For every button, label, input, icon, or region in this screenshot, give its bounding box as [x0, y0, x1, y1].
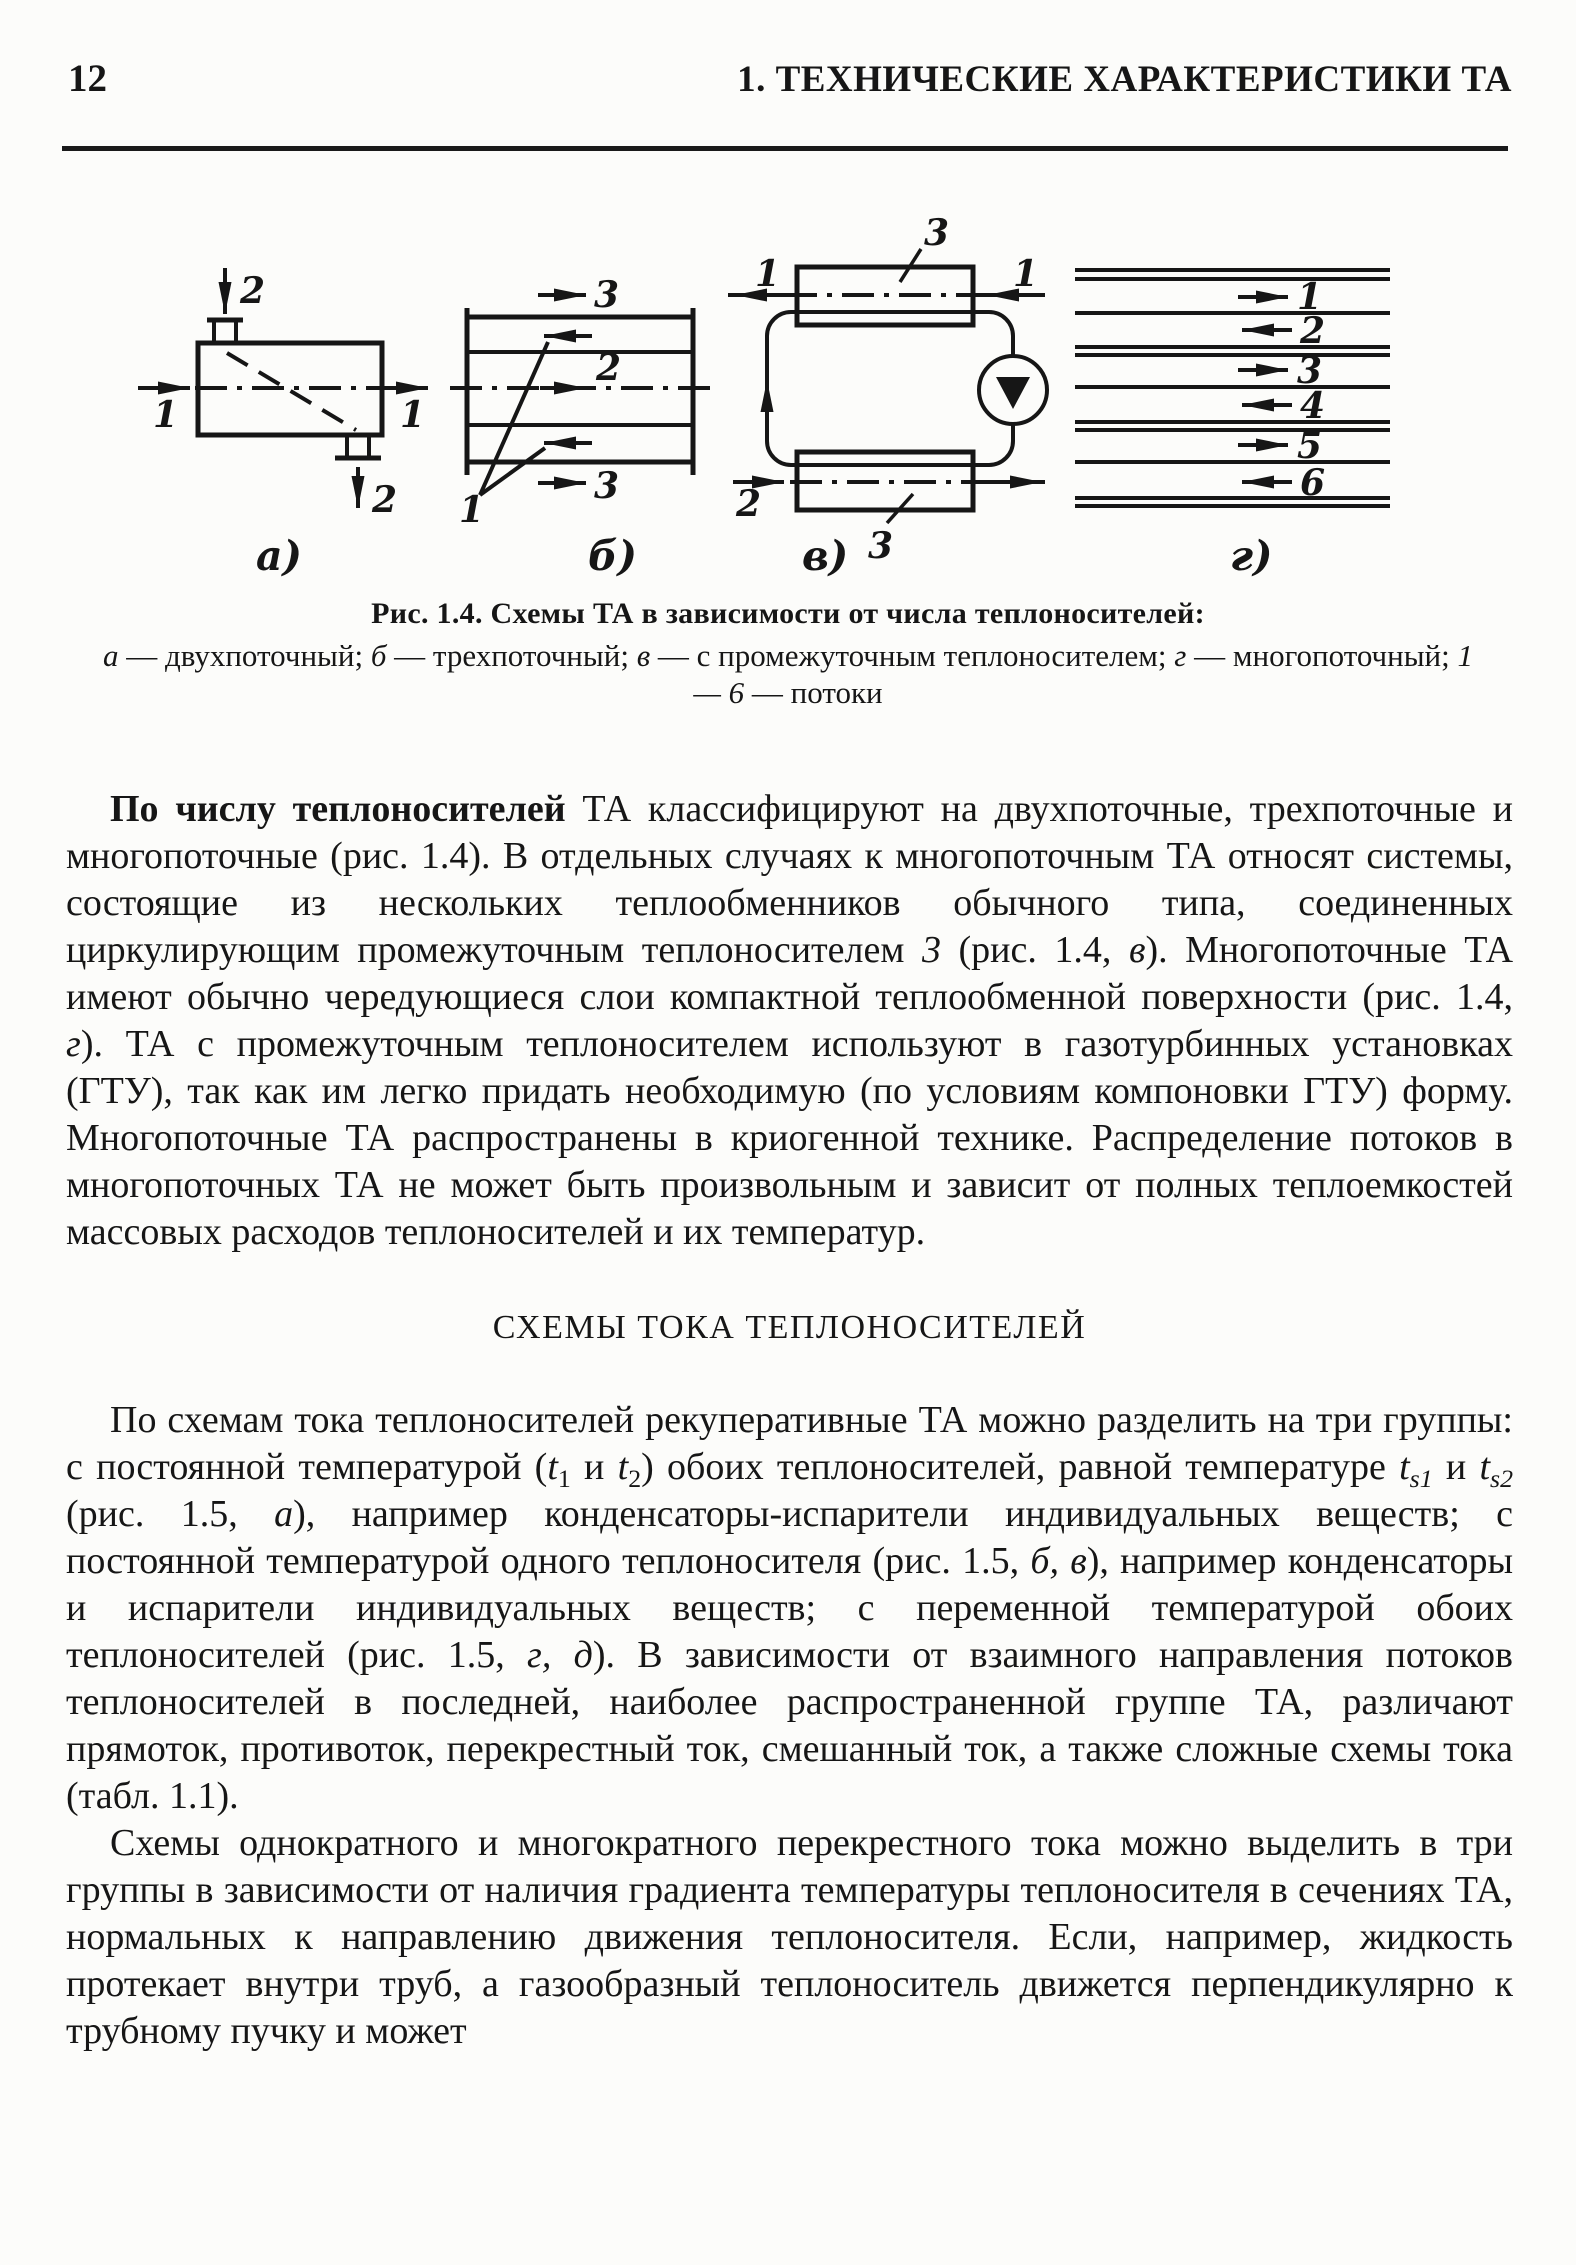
flow3-bottom-label: 3 — [868, 525, 894, 567]
diagram-b — [450, 274, 710, 580]
flow1-label: 1 — [1297, 276, 1323, 318]
flow2-label: 2 — [736, 483, 762, 525]
flow2-in-label: 2 — [240, 270, 266, 312]
figure-caption — [64, 597, 1512, 711]
running-title: 1. ТЕХНИЧЕСКИЕ ХАРАКТЕРИСТИКИ ТА — [737, 59, 1512, 100]
flow3-top-label: 3 — [924, 212, 950, 254]
coolant-loop — [767, 312, 1013, 465]
flow5-label: 5 — [1297, 425, 1323, 467]
flow3-label: 3 — [1297, 350, 1323, 392]
panel-g-label: г) — [1230, 532, 1273, 580]
flow1-out-label: 1 — [400, 394, 426, 436]
figure-caption-title: Рис. 1.4. Схемы ТА в зависимости от числа теплоносителей: — [371, 597, 1205, 630]
paragraph-1: По числу теплоносителей ТА классифицируют на двухпоточные, трехпоточные и многопоточные (рис. 1.4). В отдельных случаях к многопоточным ТА относят системы, состоящие из нескольких теплообменников обычного типа, соединенных циркулирующим промежуточным теплоносителем 3 (рис. 1.4, в). Многопоточные ТА имеют обычно чередующиеся слои компактной теплообменной поверхности (рис. 1.4, г). ТА с промежуточным теплоносителем используют в газотурбинных установках (ГТУ), так как им легко придать необходимую (по условиям компоновки ГТУ) форму. Многопоточные ТА распространены в криогенной технике. Распределение потоков в многопоточных ТА не может быть произвольным и зависит от полных теплоемкостей массовых расходов теплоносителей и их температур. — [66, 788, 1514, 1253]
diagram-g — [1075, 270, 1390, 580]
diagram-v — [728, 212, 1047, 580]
flow1-in-label: 1 — [153, 394, 179, 436]
flow1-label: 1 — [459, 489, 485, 531]
diagram-a — [138, 268, 428, 580]
body-text — [66, 786, 1513, 2055]
paragraph-2: По схемам тока теплоносителей рекуперативные ТА можно разделить на три группы: с постоянной температурой ($t_1$ и $t_2$) обоих теплоносителей, равной температуре $t_{s1}$ и $t_{s2}$ (рис. 1.5, а), например конденсаторы-испарители индивидуальных веществ; с постоянной температурой одного теплоносителя (рис. 1.5, б, в), например конденсаторы и испарители индивидуальных веществ; с переменной температурой обоих теплоносителей (рис. 1.5, г, д). В зависимости от взаимного направления потоков теплоносителей в последней, наиболее распространенной группе ТА, различают прямоток, противоток, перекрестный ток, смешанный ток, а также сложные схемы тока (табл. 1.1). — [66, 1399, 1513, 1817]
panel-b-label: б) — [588, 532, 638, 580]
flow2-label: 2 — [596, 347, 622, 389]
flow2-label: 2 — [1300, 310, 1326, 352]
flow6-label: 6 — [1300, 462, 1326, 504]
panel-a-label: а) — [256, 532, 302, 580]
flow2-out-label: 2 — [372, 479, 398, 521]
panel-v-label: в) — [802, 532, 849, 580]
flow4-label: 4 — [1300, 385, 1326, 427]
section-heading: СХЕМЫ ТОКА ТЕПЛОНОСИТЕЛЕЙ — [492, 1309, 1087, 1346]
flow1-left-label: 1 — [755, 253, 781, 295]
flow3-top-label: 3 — [594, 274, 620, 316]
flow1-right-label: 1 — [1013, 253, 1039, 295]
figure-caption-body: а — двухпоточный; б — трехпоточный; в — с промежуточным теплоносителем; г — многопоточный; 1 — 6 — потоки — [102, 638, 1474, 710]
page-number: 12 — [68, 57, 107, 100]
flow3-bottom-label: 3 — [594, 465, 620, 507]
paragraph-3: Схемы однократного и многократного перекрестного тока можно выделить в три группы в зависимости от наличия градиента температуры теплоносителя в сечениях ТА, нормальных к направлению движения теплоносителя. Если, например, жидкость протекает внутри труб, а газообразный теплоноситель движется перпендикулярно к трубному пучку и может — [66, 1822, 1513, 2052]
figure-1-4 — [60, 150, 1520, 610]
